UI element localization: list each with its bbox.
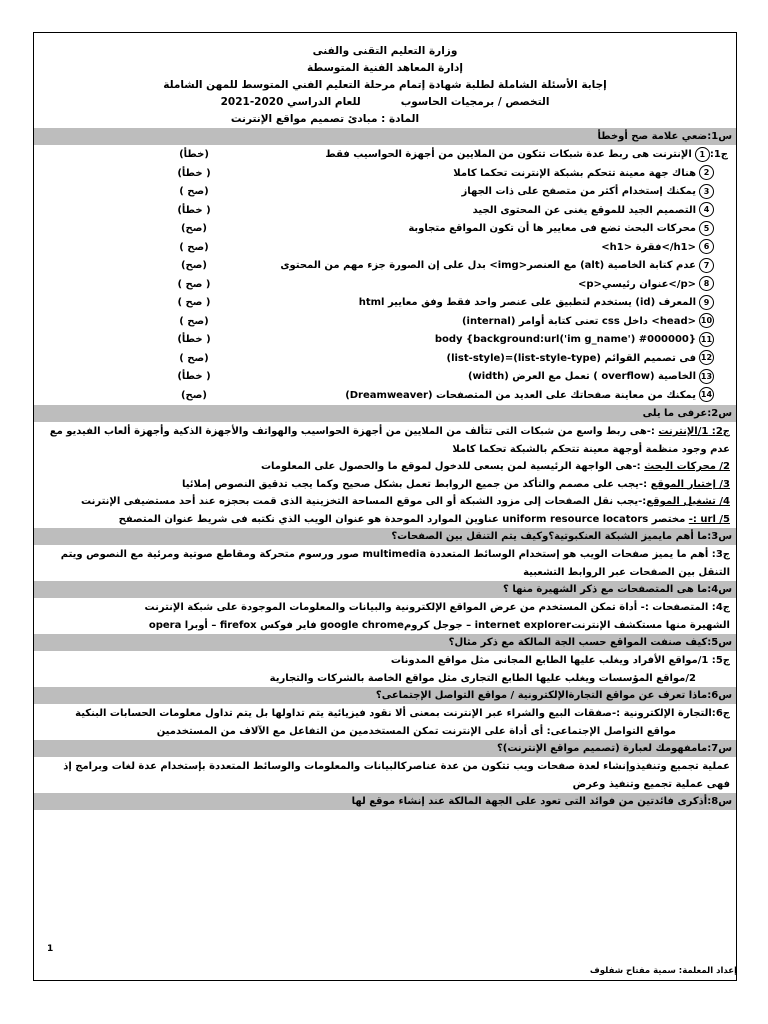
tf-item bbox=[34, 220, 736, 239]
tf-answer: ( خطأ) bbox=[177, 334, 211, 345]
tf-answer: (صح ) bbox=[179, 315, 209, 327]
tf-answer: ( خطأ) bbox=[177, 371, 211, 382]
answer-2-4: 4/ تشغيل الموقع:-يجب نقل الصفحات إلى مزود الشبكة أو الى موقع المساحة التخزينية الذى قمت بحجزه عند أحد مستضيفى الإنترنت bbox=[81, 496, 730, 507]
tf-item bbox=[34, 239, 736, 258]
answer-2-5: 5/ url :- مختصر uniform resource locators عناوين الموارد الموحدة هو عنوان الويب الذي نكتبه فى شريط عنوان المتصفح bbox=[118, 513, 730, 525]
tf-answer: (صح ) bbox=[179, 186, 209, 197]
tf-answer: (خطأ) bbox=[179, 149, 209, 160]
tf-item-text bbox=[408, 220, 736, 239]
statement: الإنترنت هى ربط عدة شبكات تتكون من الملايين من أجهزة الحواسيب فقط bbox=[325, 149, 692, 160]
answer-5-2: 2/مواقع المؤسسات ويغلب عليها الطابع التجارى مثل مواقع الخاصة بالشركات والتجارية bbox=[269, 672, 696, 684]
true-false-list bbox=[34, 146, 736, 405]
answer-7: عملية تجميع وتنفيذوإنشاء لعدة صفحات ويب تتكون من عدة عناصركالبيانات والمعلومات والوسائط المتعددة بإستخدام عدة لغات وبرامج إذ فهى عملية تجميع وتنفيذ وعرض bbox=[63, 761, 730, 790]
question-4: س4:ما هى المتصفحات مع ذكر الشهيرة منها ؟ bbox=[34, 581, 736, 598]
academic-year: للعام الدراسي 2020-2021 bbox=[220, 96, 361, 108]
specialization: التخصص / برمجيات الحاسوب bbox=[400, 96, 550, 108]
tf-item-text bbox=[601, 239, 736, 258]
tf-item bbox=[34, 368, 736, 387]
document-header bbox=[34, 43, 736, 128]
tf-item-text bbox=[473, 202, 736, 221]
statement: المعرف (id) يستخدم لتطبيق على عنصر واحد فقط وفق معايير html bbox=[358, 297, 696, 308]
page-number: 1 bbox=[47, 944, 54, 954]
tf-answer: (صح) bbox=[180, 389, 207, 401]
statement: يمكنك إستخدام أكثر من متصفح على ذات الجهاز bbox=[461, 186, 696, 197]
author-credit: إعداد المعلمة: سمية مفتاح شفلوف bbox=[589, 966, 737, 976]
item-number: 14 bbox=[699, 387, 714, 402]
item-number: 5 bbox=[699, 221, 714, 236]
tf-item-text bbox=[447, 350, 737, 369]
question-8: س8:أذكرى فائدتين من فوائد التى تعود على الجهة المالكة عند إنشاء موقع لها bbox=[34, 793, 736, 810]
tf-item bbox=[34, 313, 736, 332]
tf-item bbox=[34, 331, 736, 350]
tf-item-text bbox=[462, 313, 736, 332]
item-number: 9 bbox=[699, 295, 714, 310]
answer-4-2: الشهيرة منها مستكشف الإنترنتinternet explorer – جوجل كرومgoogle chrome فاير فوكس firefox – أوبرا opera bbox=[148, 619, 730, 631]
tf-item bbox=[34, 276, 736, 295]
tf-item-text bbox=[453, 165, 736, 184]
answer-2-1: ج2: 1/الإنترنت :-هى ربط واسع من شبكات التى تتألف من الملايين من أجهزة الحواسيب والهواتف والأجهزة الذكية وأجهزة ألعاب الفيديو مع عدم وجود منظمة أوجهة معينة تتحكم بالشبكة تحكما كاملا bbox=[49, 426, 730, 455]
item-number: 3 bbox=[699, 184, 714, 199]
answer-6-2: مواقع التواصل الإجتماعى: أى أداة على الإنترنت تمكن المستخدمين من التفاعل مع الآلاف من المستخدمين bbox=[156, 725, 676, 737]
directorate-name: إدارة المعاهد الفنية المتوسطة bbox=[306, 62, 463, 74]
answer-prefix: ج1: bbox=[709, 149, 728, 160]
tf-item-text bbox=[280, 257, 736, 276]
item-number: 2 bbox=[699, 165, 714, 180]
tf-item bbox=[34, 257, 736, 276]
statement: التصميم الجيد للموقع يغنى عن المحتوى الجيد bbox=[472, 204, 696, 216]
item-number: 8 bbox=[699, 276, 714, 291]
answer-2-3: 3/ إختبار الموقع :-يجب على مصمم والتأكد من جميع الروابط تعمل بشكل صحيح وكما يجب تدقيق النصوص إملائيا bbox=[181, 478, 730, 490]
statement: body {background:url('im g_name') #000000} bbox=[434, 334, 696, 345]
statement: فى تصميم القوائم (list-style-type)=(list-style) bbox=[446, 352, 696, 364]
statement: <p>عنوان رئيسي</p> bbox=[577, 278, 696, 290]
tf-item-text bbox=[578, 276, 736, 295]
item-number: 13 bbox=[699, 369, 714, 384]
answer-6-1: ج6:التجارة الإلكترونية :-صفقات البيع والشراء عبر الإنترنت بمعنى ألا نقود فيزيائية يتم تداولها بل يتم تداول معلومات الحسابات البنكية bbox=[75, 708, 730, 719]
statement: محركات البحث تضع فى معايير ها أن تكون المواقع متجاوبة bbox=[408, 223, 696, 234]
item-number: 6 bbox=[699, 239, 714, 254]
ministry-name: وزارة التعليم التقنى والفنى bbox=[312, 45, 458, 57]
question-5: س5:كيف صنفت المواقع حسب الجة المالكة مع ذكر مثال؟ bbox=[34, 634, 736, 651]
question-1: س1:ضعي علامة صح أوخطأ bbox=[34, 128, 736, 145]
tf-item-text bbox=[461, 183, 736, 202]
tf-item bbox=[34, 202, 736, 221]
answer-3: ج3: أهم ما يميز صفحات الويب هو إستخدام الوسائط المتعددة multimedia صور ورسوم متحركة ومقاطع صوتية ومرئية مع النصوص ويتم التنقل بين الصفحات عبر الروابط التشعبية bbox=[60, 549, 730, 578]
question-6: س6:ماذا تعرف عن مواقع التجارةالإلكترونية / مواقع التواصل الإجتماعى؟ bbox=[34, 687, 736, 704]
tf-answer: (صح ) bbox=[179, 352, 209, 364]
statement: الخاصية (overflow ) تعمل مع العرض (width) bbox=[467, 371, 696, 382]
item-number: 10 bbox=[699, 313, 714, 328]
tf-item-text bbox=[468, 368, 736, 387]
tf-item-text bbox=[345, 387, 736, 406]
statement: (internal) تعنى كتابة أوامر css داخل <head> bbox=[461, 315, 696, 327]
item-number: 12 bbox=[699, 350, 714, 365]
answer-2-2: 2/ محركات البحث :-هى الواجهة الرئيسية لمن يسعى للدخول لموقع ما والحصول على المعلومات bbox=[261, 461, 730, 472]
tf-answer: ( صح ) bbox=[177, 278, 211, 290]
tf-answer: (صح) bbox=[180, 223, 207, 234]
document-title: إجابة الأسئلة الشاملة لطلبة شهادة إتمام مرحلة التعليم الفني المتوسط للمهن الشاملة bbox=[163, 79, 607, 91]
document-page bbox=[33, 32, 737, 981]
tf-item bbox=[34, 350, 736, 369]
tf-item bbox=[34, 146, 736, 165]
tf-item bbox=[34, 387, 736, 406]
tf-answer: ( خطأ) bbox=[177, 167, 211, 179]
question-2: س2:عرفى ما يلى bbox=[34, 405, 736, 422]
tf-item-text bbox=[435, 331, 736, 350]
answer-4-1: ج4: المتصفحات :- أداة تمكن المستخدم من عرض المواقع الإلكترونية والبيانات والمعلومات الموجودة على شبكة الإنترنت bbox=[144, 602, 730, 613]
subject: المادة : مبادئ تصميم مواقع الإنترنت bbox=[230, 113, 420, 125]
item-number: 7 bbox=[699, 258, 714, 273]
tf-item-text bbox=[359, 294, 736, 313]
statement: (Dreamweaver) يمكنك من معاينة صفحاتك على العديد من المتصفحات bbox=[345, 389, 696, 401]
item-number: 1 bbox=[695, 147, 710, 162]
tf-answer: (صح ) bbox=[179, 241, 209, 253]
statement: هناك جهة معينة تتحكم بشبكة الإنترنت تحكما كاملا bbox=[453, 167, 696, 179]
tf-item bbox=[34, 165, 736, 184]
tf-item bbox=[34, 183, 736, 202]
item-number: 11 bbox=[699, 332, 714, 347]
tf-item-text bbox=[325, 146, 736, 165]
question-7: س7:مامفهومك لعبارة (تصميم مواقع الإنترنت)؟ bbox=[34, 740, 736, 757]
tf-item bbox=[34, 294, 736, 313]
statement: عدم كتابة الخاصية (alt) مع العنصر<img> بدل على إن الصورة جزء مهم من المحتوى bbox=[280, 260, 696, 271]
item-number: 4 bbox=[699, 202, 714, 217]
answer-5-1: ج5: 1/مواقع الأفراد ويغلب عليها الطابع المجانى مثل مواقع المدونات bbox=[390, 655, 730, 666]
question-3: س3:ما أهم مايميز الشبكة العنكبوتية؟وكيف يتم التنقل بين الصفحات؟ bbox=[34, 528, 736, 545]
tf-answer: ( خطأ) bbox=[177, 204, 211, 216]
tf-answer: ( صح ) bbox=[177, 297, 211, 308]
statement: <h1> فقرة</h1> bbox=[601, 241, 696, 253]
tf-answer: (صح) bbox=[180, 260, 207, 271]
